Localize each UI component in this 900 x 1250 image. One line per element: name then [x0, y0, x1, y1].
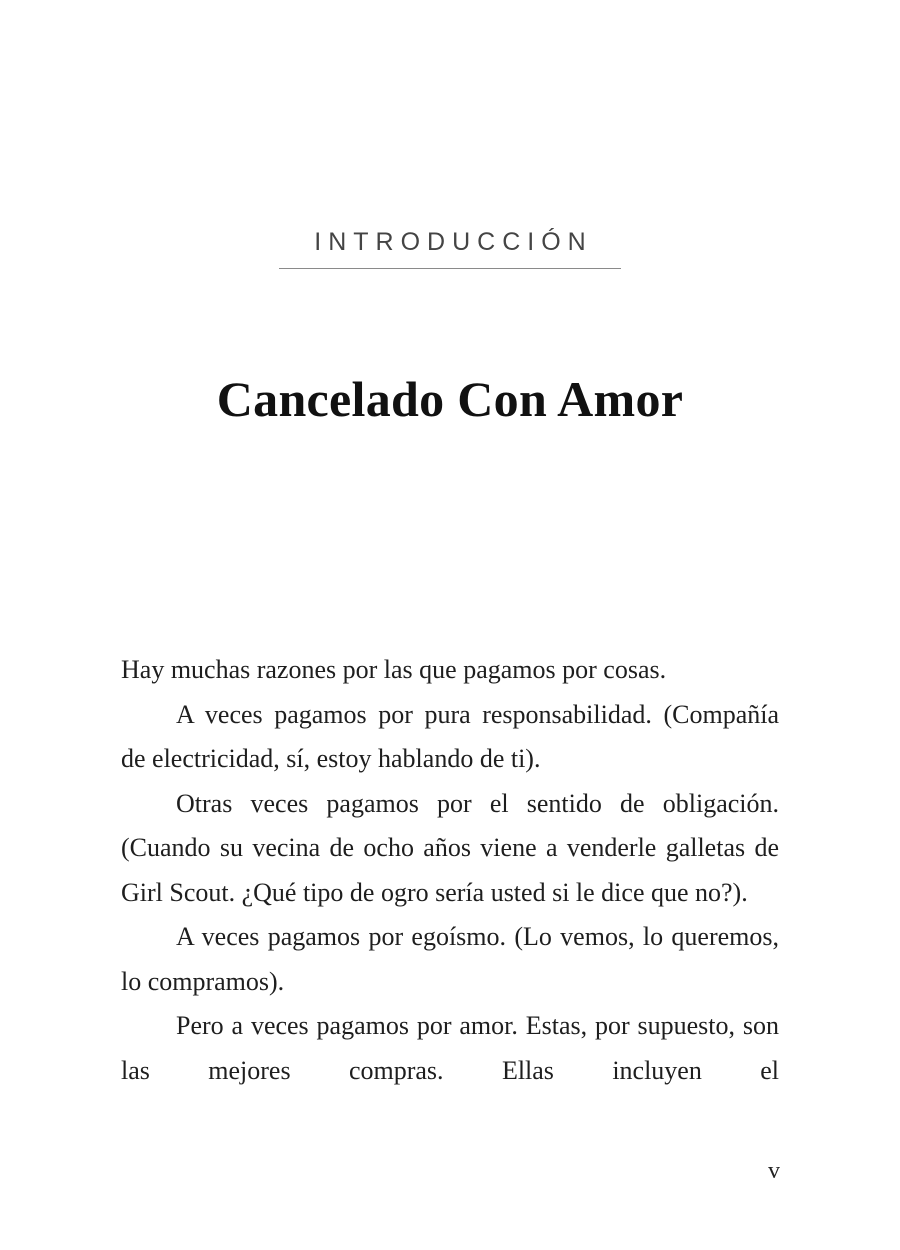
body-text — [121, 648, 779, 1093]
chapter-title: Cancelado Con Amor — [216, 370, 684, 427]
chapter-label: INTRODUCCIÓN — [314, 228, 593, 256]
chapter-divider — [279, 268, 621, 269]
paragraph-3: Otras veces pagamos por el sentido de obligación. (Cuando su vecina de ocho años viene a venderle galletas de Girl Scout. ¿Qué tipo de ogro sería usted si le dice que no?). — [121, 788, 779, 907]
page-number: v — [768, 1158, 780, 1184]
paragraph-5: Pero a veces pagamos por amor. Estas, por supuesto, son las mejores compras. Ellas incluyen el — [121, 1011, 779, 1085]
paragraph-4: A veces pagamos por egoísmo. (Lo vemos, lo queremos, lo compramos). — [121, 922, 779, 996]
paragraph-2: A veces pagamos por pura responsabilidad. (Compañía de electricidad, sí, estoy hablando de ti). — [121, 699, 779, 773]
paragraph-1: Hay muchas razones por las que pagamos por cosas. — [121, 655, 667, 684]
